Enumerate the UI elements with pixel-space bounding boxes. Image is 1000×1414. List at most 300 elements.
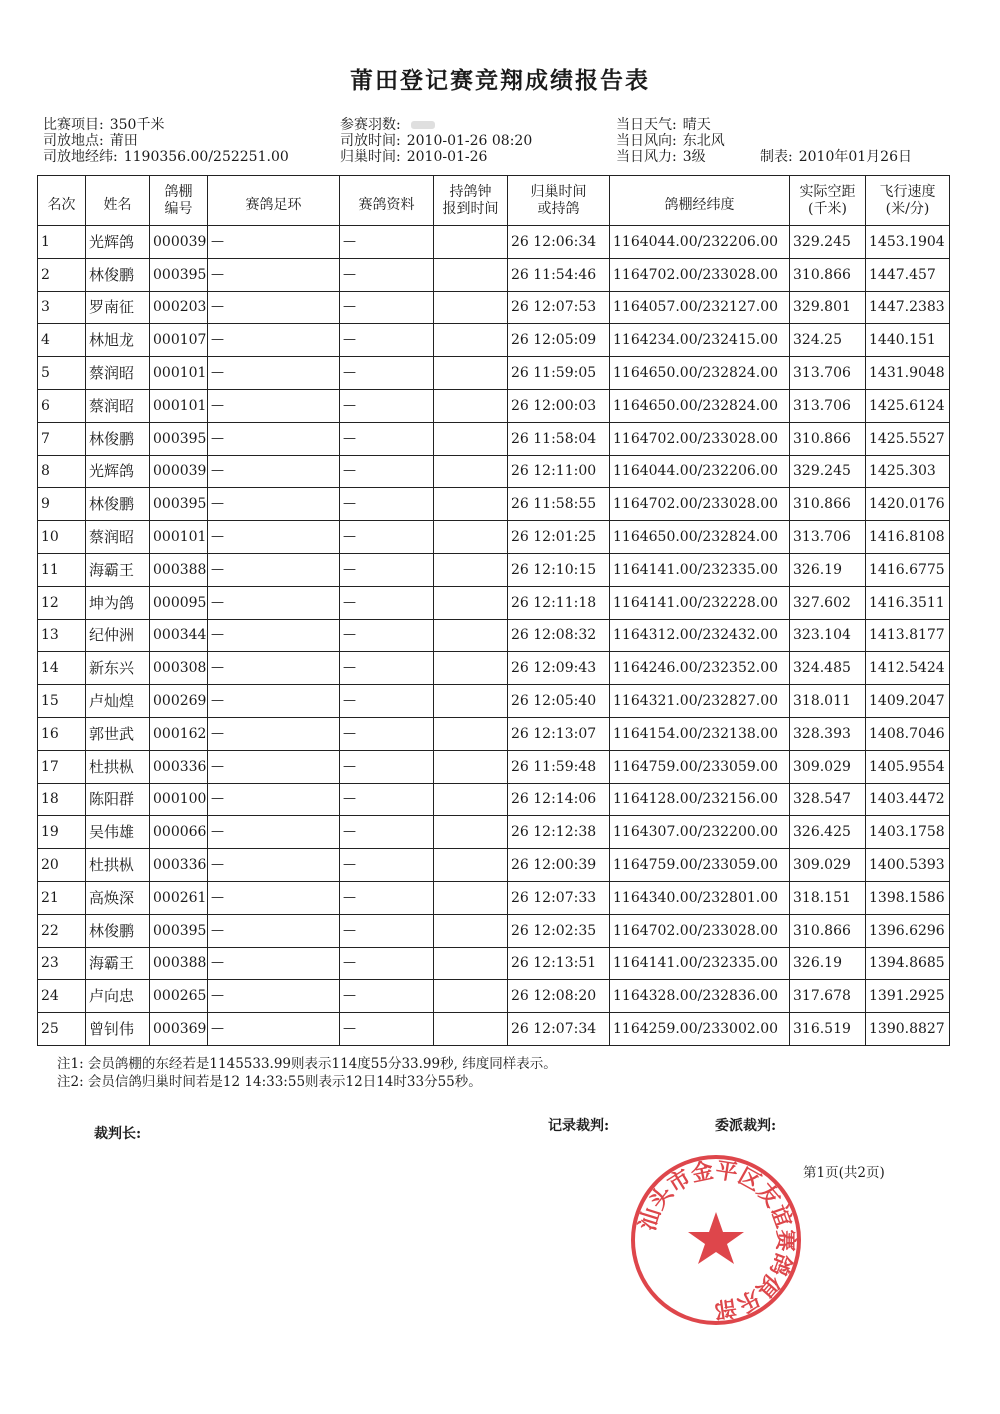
distance-cell: 310.866 [790, 422, 866, 455]
pigeon-data-cell: — [340, 324, 434, 357]
table-row [38, 652, 950, 685]
rank-cell: 2 [38, 258, 86, 291]
table-row [38, 357, 950, 390]
name-cell: 林旭龙 [86, 324, 150, 357]
header-data: 赛鸽资料 [340, 176, 434, 226]
table-row [38, 947, 950, 980]
ring-cell: — [208, 553, 340, 586]
made-label: 制表: [760, 149, 793, 165]
info-release-place [43, 133, 138, 149]
clock-time-cell [434, 586, 508, 619]
table-row [38, 226, 950, 259]
arrival-time-cell: 26 12:00:39 [508, 849, 610, 882]
loft-coordinate-cell: 1164044.00/232206.00 [610, 226, 790, 259]
loft-number-cell: 000336 [150, 750, 208, 783]
ring-cell: — [208, 652, 340, 685]
pigeon-data-cell: — [340, 291, 434, 324]
loft-coordinate-cell: 1164128.00/232156.00 [610, 783, 790, 816]
arrival-time-cell: 26 11:54:46 [508, 258, 610, 291]
pigeon-data-cell: — [340, 947, 434, 980]
loft-coordinate-cell: 1164154.00/232138.00 [610, 717, 790, 750]
arrival-time-cell: 26 12:01:25 [508, 521, 610, 554]
loft-number-cell: 000101 [150, 389, 208, 422]
name-cell: 新东兴 [86, 652, 150, 685]
header-loft: 鸽棚 编号 [150, 176, 208, 226]
name-cell: 郭世武 [86, 717, 150, 750]
speed-cell: 1400.5393 [866, 849, 950, 882]
arrival-time-cell: 26 12:14:06 [508, 783, 610, 816]
loft-coordinate-cell: 1164650.00/232824.00 [610, 389, 790, 422]
loft-number-cell: 000395 [150, 422, 208, 455]
clock-time-cell [434, 980, 508, 1013]
header-rank: 名次 [38, 176, 86, 226]
table-row [38, 685, 950, 718]
speed-cell: 1425.303 [866, 455, 950, 488]
table-row [38, 717, 950, 750]
distance-cell: 329.245 [790, 455, 866, 488]
ring-cell: — [208, 422, 340, 455]
pigeon-data-cell: — [340, 750, 434, 783]
arrival-time-cell: 26 11:58:55 [508, 488, 610, 521]
name-cell: 纪仲洲 [86, 619, 150, 652]
arrival-time-cell: 26 12:05:09 [508, 324, 610, 357]
page-number: 第1页(共2页) [803, 1165, 885, 1181]
event-value: 350千米 [109, 117, 165, 133]
loft-number-cell: 000100 [150, 783, 208, 816]
clock-time-cell [434, 521, 508, 554]
report-title: 莆田登记赛竞翔成绩报告表 [350, 67, 650, 94]
ring-cell: — [208, 816, 340, 849]
loft-number-cell: 000203 [150, 291, 208, 324]
arrival-time-cell: 26 12:07:34 [508, 1013, 610, 1046]
distance-cell: 324.485 [790, 652, 866, 685]
pigeon-data-cell: — [340, 521, 434, 554]
pigeon-data-cell: — [340, 783, 434, 816]
clock-time-cell [434, 881, 508, 914]
name-cell: 蔡润昭 [86, 389, 150, 422]
clock-time-cell [434, 389, 508, 422]
rank-cell: 20 [38, 849, 86, 882]
header-coord: 鸽棚经纬度 [610, 176, 790, 226]
loft-number-cell: 000101 [150, 357, 208, 390]
loft-coordinate-cell: 1164702.00/233028.00 [610, 422, 790, 455]
speed-cell: 1403.1758 [866, 816, 950, 849]
record-referee-label: 记录裁判: [548, 1118, 610, 1134]
table-row [38, 324, 950, 357]
clock-time-cell [434, 291, 508, 324]
speed-cell: 1431.9048 [866, 357, 950, 390]
ring-cell: — [208, 783, 340, 816]
speed-cell: 1440.151 [866, 324, 950, 357]
arrival-time-cell: 26 12:05:40 [508, 685, 610, 718]
speed-cell: 1405.9554 [866, 750, 950, 783]
arrival-time-cell: 26 12:13:51 [508, 947, 610, 980]
arrival-time-cell: 26 12:12:38 [508, 816, 610, 849]
loft-number-cell: 000395 [150, 914, 208, 947]
release-coord-label: 司放地经纬: [43, 149, 118, 165]
rank-cell: 17 [38, 750, 86, 783]
speed-cell: 1391.2925 [866, 980, 950, 1013]
loft-coordinate-cell: 1164321.00/232827.00 [610, 685, 790, 718]
distance-cell: 313.706 [790, 357, 866, 390]
table-row [38, 521, 950, 554]
speed-cell: 1447.2383 [866, 291, 950, 324]
speed-cell: 1394.8685 [866, 947, 950, 980]
table-row [38, 619, 950, 652]
table-header-row [38, 176, 950, 226]
name-cell: 杜拱枞 [86, 750, 150, 783]
pigeon-data-cell: — [340, 455, 434, 488]
return-time-value: 2010-01-26 [406, 149, 488, 165]
name-cell: 光辉鸽 [86, 226, 150, 259]
ring-cell: — [208, 258, 340, 291]
clock-time-cell [434, 1013, 508, 1046]
loft-number-cell: 000388 [150, 947, 208, 980]
release-place-label: 司放地点: [43, 133, 104, 149]
pigeon-data-cell: — [340, 816, 434, 849]
return-time-label: 归巢时间: [340, 149, 401, 165]
clock-time-cell [434, 422, 508, 455]
distance-cell: 310.866 [790, 488, 866, 521]
table-row [38, 750, 950, 783]
name-cell: 吴伟雄 [86, 816, 150, 849]
clock-time-cell [434, 849, 508, 882]
ring-cell: — [208, 291, 340, 324]
chief-referee-label: 裁判长: [94, 1126, 142, 1142]
star-icon [688, 1212, 744, 1264]
table-row [38, 914, 950, 947]
rank-cell: 7 [38, 422, 86, 455]
distance-cell: 313.706 [790, 521, 866, 554]
table-row [38, 980, 950, 1013]
rank-cell: 16 [38, 717, 86, 750]
assigned-referee-label: 委派裁判: [715, 1118, 777, 1134]
rank-cell: 19 [38, 816, 86, 849]
pigeon-data-cell: — [340, 1013, 434, 1046]
rank-cell: 22 [38, 914, 86, 947]
ring-cell: — [208, 226, 340, 259]
loft-coordinate-cell: 1164759.00/233059.00 [610, 750, 790, 783]
speed-cell: 1398.1586 [866, 881, 950, 914]
pigeon-data-cell: — [340, 389, 434, 422]
header-distance: 实际空距 (千米) [790, 176, 866, 226]
info-return-time [340, 149, 487, 165]
table-row [38, 816, 950, 849]
distance-cell: 310.866 [790, 914, 866, 947]
name-cell: 陈阳群 [86, 783, 150, 816]
arrival-time-cell: 26 12:09:43 [508, 652, 610, 685]
clock-time-cell [434, 258, 508, 291]
name-cell: 林俊鹏 [86, 258, 150, 291]
name-cell: 林俊鹏 [86, 914, 150, 947]
speed-cell: 1396.6296 [866, 914, 950, 947]
pigeon-data-cell: — [340, 553, 434, 586]
clock-time-cell [434, 488, 508, 521]
loft-number-cell: 000395 [150, 258, 208, 291]
name-cell: 林俊鹏 [86, 422, 150, 455]
loft-number-cell: 000261 [150, 881, 208, 914]
clock-time-cell [434, 685, 508, 718]
arrival-time-cell: 26 12:11:18 [508, 586, 610, 619]
loft-coordinate-cell: 1164246.00/232352.00 [610, 652, 790, 685]
info-wind-direction [616, 133, 725, 149]
arrival-time-cell: 26 12:00:03 [508, 389, 610, 422]
distance-cell: 326.19 [790, 553, 866, 586]
table-row [38, 553, 950, 586]
event-label: 比赛项目: [43, 117, 104, 133]
speed-cell: 1416.8108 [866, 521, 950, 554]
clock-time-cell [434, 717, 508, 750]
pigeon-data-cell: — [340, 980, 434, 1013]
loft-number-cell: 000308 [150, 652, 208, 685]
rank-cell: 4 [38, 324, 86, 357]
distance-cell: 327.602 [790, 586, 866, 619]
table-row [38, 258, 950, 291]
rank-cell: 24 [38, 980, 86, 1013]
clock-time-cell [434, 914, 508, 947]
results-table [37, 175, 950, 1046]
loft-number-cell: 000107 [150, 324, 208, 357]
rank-cell: 1 [38, 226, 86, 259]
speed-cell: 1447.457 [866, 258, 950, 291]
rank-cell: 11 [38, 553, 86, 586]
ring-cell: — [208, 947, 340, 980]
loft-coordinate-cell: 1164057.00/232127.00 [610, 291, 790, 324]
rank-cell: 10 [38, 521, 86, 554]
name-cell: 海霸王 [86, 553, 150, 586]
loft-number-cell: 000101 [150, 521, 208, 554]
loft-coordinate-cell: 1164312.00/232432.00 [610, 619, 790, 652]
wind-direction-label: 当日风向: [616, 133, 677, 149]
arrival-time-cell: 26 12:11:00 [508, 455, 610, 488]
loft-number-cell: 000369 [150, 1013, 208, 1046]
loft-number-cell: 000265 [150, 980, 208, 1013]
loft-coordinate-cell: 1164307.00/232200.00 [610, 816, 790, 849]
table-row [38, 1013, 950, 1046]
arrival-time-cell: 26 12:06:34 [508, 226, 610, 259]
distance-cell: 310.866 [790, 258, 866, 291]
rank-cell: 5 [38, 357, 86, 390]
name-cell: 卢向忠 [86, 980, 150, 1013]
ring-cell: — [208, 881, 340, 914]
rank-cell: 18 [38, 783, 86, 816]
table-row [38, 783, 950, 816]
name-cell: 杜拱枞 [86, 849, 150, 882]
name-cell: 罗南征 [86, 291, 150, 324]
ring-cell: — [208, 717, 340, 750]
clock-time-cell [434, 816, 508, 849]
note-1: 注1: 会员鸽棚的东经若是1145533.99则表示114度55分33.99秒, 纬度同样表示。 [57, 1056, 557, 1072]
arrival-time-cell: 26 11:59:05 [508, 357, 610, 390]
clock-time-cell [434, 455, 508, 488]
loft-coordinate-cell: 1164650.00/232824.00 [610, 357, 790, 390]
clock-time-cell [434, 783, 508, 816]
header-arrival: 归巢时间 或持鸽 [508, 176, 610, 226]
rank-cell: 9 [38, 488, 86, 521]
speed-cell: 1453.1904 [866, 226, 950, 259]
speed-cell: 1416.6775 [866, 553, 950, 586]
distance-cell: 316.519 [790, 1013, 866, 1046]
weather-label: 当日天气: [616, 117, 677, 133]
release-coord-value: 1190356.00/252251.00 [123, 149, 289, 165]
loft-number-cell: 000162 [150, 717, 208, 750]
distance-cell: 318.151 [790, 881, 866, 914]
ring-cell: — [208, 521, 340, 554]
loft-number-cell: 000039 [150, 226, 208, 259]
distance-cell: 328.393 [790, 717, 866, 750]
rank-cell: 6 [38, 389, 86, 422]
ring-cell: — [208, 1013, 340, 1046]
arrival-time-cell: 26 11:58:04 [508, 422, 610, 455]
header-speed: 飞行速度 (米/分) [866, 176, 950, 226]
pigeon-data-cell: — [340, 422, 434, 455]
distance-cell: 329.245 [790, 226, 866, 259]
speed-cell: 1390.8827 [866, 1013, 950, 1046]
release-time-value: 2010-01-26 08:20 [406, 133, 533, 149]
pigeon-data-cell: — [340, 652, 434, 685]
table-row [38, 422, 950, 455]
speed-cell: 1425.5527 [866, 422, 950, 455]
loft-coordinate-cell: 1164702.00/233028.00 [610, 258, 790, 291]
loft-number-cell: 000066 [150, 816, 208, 849]
clock-time-cell [434, 357, 508, 390]
loft-number-cell: 000395 [150, 488, 208, 521]
loft-coordinate-cell: 1164328.00/232836.00 [610, 980, 790, 1013]
arrival-time-cell: 26 12:08:20 [508, 980, 610, 1013]
loft-coordinate-cell: 1164702.00/233028.00 [610, 488, 790, 521]
speed-cell: 1403.4472 [866, 783, 950, 816]
clock-time-cell [434, 750, 508, 783]
pigeon-data-cell: — [340, 258, 434, 291]
pigeon-data-cell: — [340, 619, 434, 652]
name-cell: 海霸王 [86, 947, 150, 980]
speed-cell: 1416.3511 [866, 586, 950, 619]
loft-coordinate-cell: 1164650.00/232824.00 [610, 521, 790, 554]
ring-cell: — [208, 980, 340, 1013]
distance-cell: 326.425 [790, 816, 866, 849]
rank-cell: 12 [38, 586, 86, 619]
pigeon-data-cell: — [340, 881, 434, 914]
header-ring: 赛鸽足环 [208, 176, 340, 226]
loft-coordinate-cell: 1164340.00/232801.00 [610, 881, 790, 914]
loft-coordinate-cell: 1164234.00/232415.00 [610, 324, 790, 357]
distance-cell: 328.547 [790, 783, 866, 816]
loft-number-cell: 000388 [150, 553, 208, 586]
arrival-time-cell: 26 12:07:53 [508, 291, 610, 324]
table-row [38, 455, 950, 488]
pigeon-data-cell: — [340, 849, 434, 882]
rank-cell: 21 [38, 881, 86, 914]
loft-coordinate-cell: 1164759.00/233059.00 [610, 849, 790, 882]
info-release-coord [43, 149, 289, 165]
speed-cell: 1413.8177 [866, 619, 950, 652]
loft-coordinate-cell: 1164141.00/232228.00 [610, 586, 790, 619]
table-row [38, 881, 950, 914]
pigeon-data-cell: — [340, 717, 434, 750]
name-cell: 蔡润昭 [86, 521, 150, 554]
ring-cell: — [208, 619, 340, 652]
header-name: 姓名 [86, 176, 150, 226]
loft-number-cell: 000039 [150, 455, 208, 488]
ring-cell: — [208, 586, 340, 619]
wind-force-value: 3级 [682, 149, 706, 165]
name-cell: 光辉鸽 [86, 455, 150, 488]
arrival-time-cell: 26 12:13:07 [508, 717, 610, 750]
speed-cell: 1412.5424 [866, 652, 950, 685]
arrival-time-cell: 26 12:02:35 [508, 914, 610, 947]
name-cell: 高焕深 [86, 881, 150, 914]
clock-time-cell [434, 324, 508, 357]
ring-cell: — [208, 389, 340, 422]
loft-coordinate-cell: 1164259.00/233002.00 [610, 1013, 790, 1046]
loft-coordinate-cell: 1164702.00/233028.00 [610, 914, 790, 947]
smudge-mark [411, 121, 435, 129]
info-event [43, 117, 164, 133]
name-cell: 坤为鸽 [86, 586, 150, 619]
loft-number-cell: 000336 [150, 849, 208, 882]
rank-cell: 14 [38, 652, 86, 685]
name-cell: 林俊鹏 [86, 488, 150, 521]
info-entries [340, 117, 441, 133]
info-wind-force [616, 149, 706, 165]
release-time-label: 司放时间: [340, 133, 401, 149]
header-clock: 持鸽钟 报到时间 [434, 176, 508, 226]
speed-cell: 1409.2047 [866, 685, 950, 718]
pigeon-data-cell: — [340, 357, 434, 390]
arrival-time-cell: 26 12:10:15 [508, 553, 610, 586]
rank-cell: 15 [38, 685, 86, 718]
distance-cell: 324.25 [790, 324, 866, 357]
official-seal [626, 1150, 806, 1330]
distance-cell: 329.801 [790, 291, 866, 324]
ring-cell: — [208, 849, 340, 882]
loft-number-cell: 000344 [150, 619, 208, 652]
rank-cell: 23 [38, 947, 86, 980]
distance-cell: 326.19 [790, 947, 866, 980]
clock-time-cell [434, 652, 508, 685]
pigeon-data-cell: — [340, 488, 434, 521]
speed-cell: 1420.0176 [866, 488, 950, 521]
info-release-time [340, 133, 532, 149]
speed-cell: 1425.6124 [866, 389, 950, 422]
made-date-value: 2010年01月26日 [798, 149, 912, 165]
pigeon-data-cell: — [340, 685, 434, 718]
rank-cell: 8 [38, 455, 86, 488]
release-place-value: 莆田 [109, 133, 138, 149]
ring-cell: — [208, 324, 340, 357]
pigeon-data-cell: — [340, 226, 434, 259]
ring-cell: — [208, 357, 340, 390]
arrival-time-cell: 26 12:07:33 [508, 881, 610, 914]
loft-number-cell: 000095 [150, 586, 208, 619]
wind-direction-value: 东北风 [682, 133, 725, 149]
distance-cell: 309.029 [790, 750, 866, 783]
table-row [38, 389, 950, 422]
clock-time-cell [434, 553, 508, 586]
loft-coordinate-cell: 1164141.00/232335.00 [610, 947, 790, 980]
pigeon-data-cell: — [340, 914, 434, 947]
table-row [38, 291, 950, 324]
info-weather [616, 117, 711, 133]
note-2: 注2: 会员信鸽归巢时间若是12 14:33:55则表示12日14时33分55秒。 [57, 1074, 482, 1090]
speed-cell: 1408.7046 [866, 717, 950, 750]
seal-text: 汕头市金平区友谊赛鸽俱乐部 [634, 1157, 799, 1323]
name-cell: 卢灿煌 [86, 685, 150, 718]
loft-coordinate-cell: 1164141.00/232335.00 [610, 553, 790, 586]
rank-cell: 25 [38, 1013, 86, 1046]
arrival-time-cell: 26 12:08:32 [508, 619, 610, 652]
ring-cell: — [208, 455, 340, 488]
